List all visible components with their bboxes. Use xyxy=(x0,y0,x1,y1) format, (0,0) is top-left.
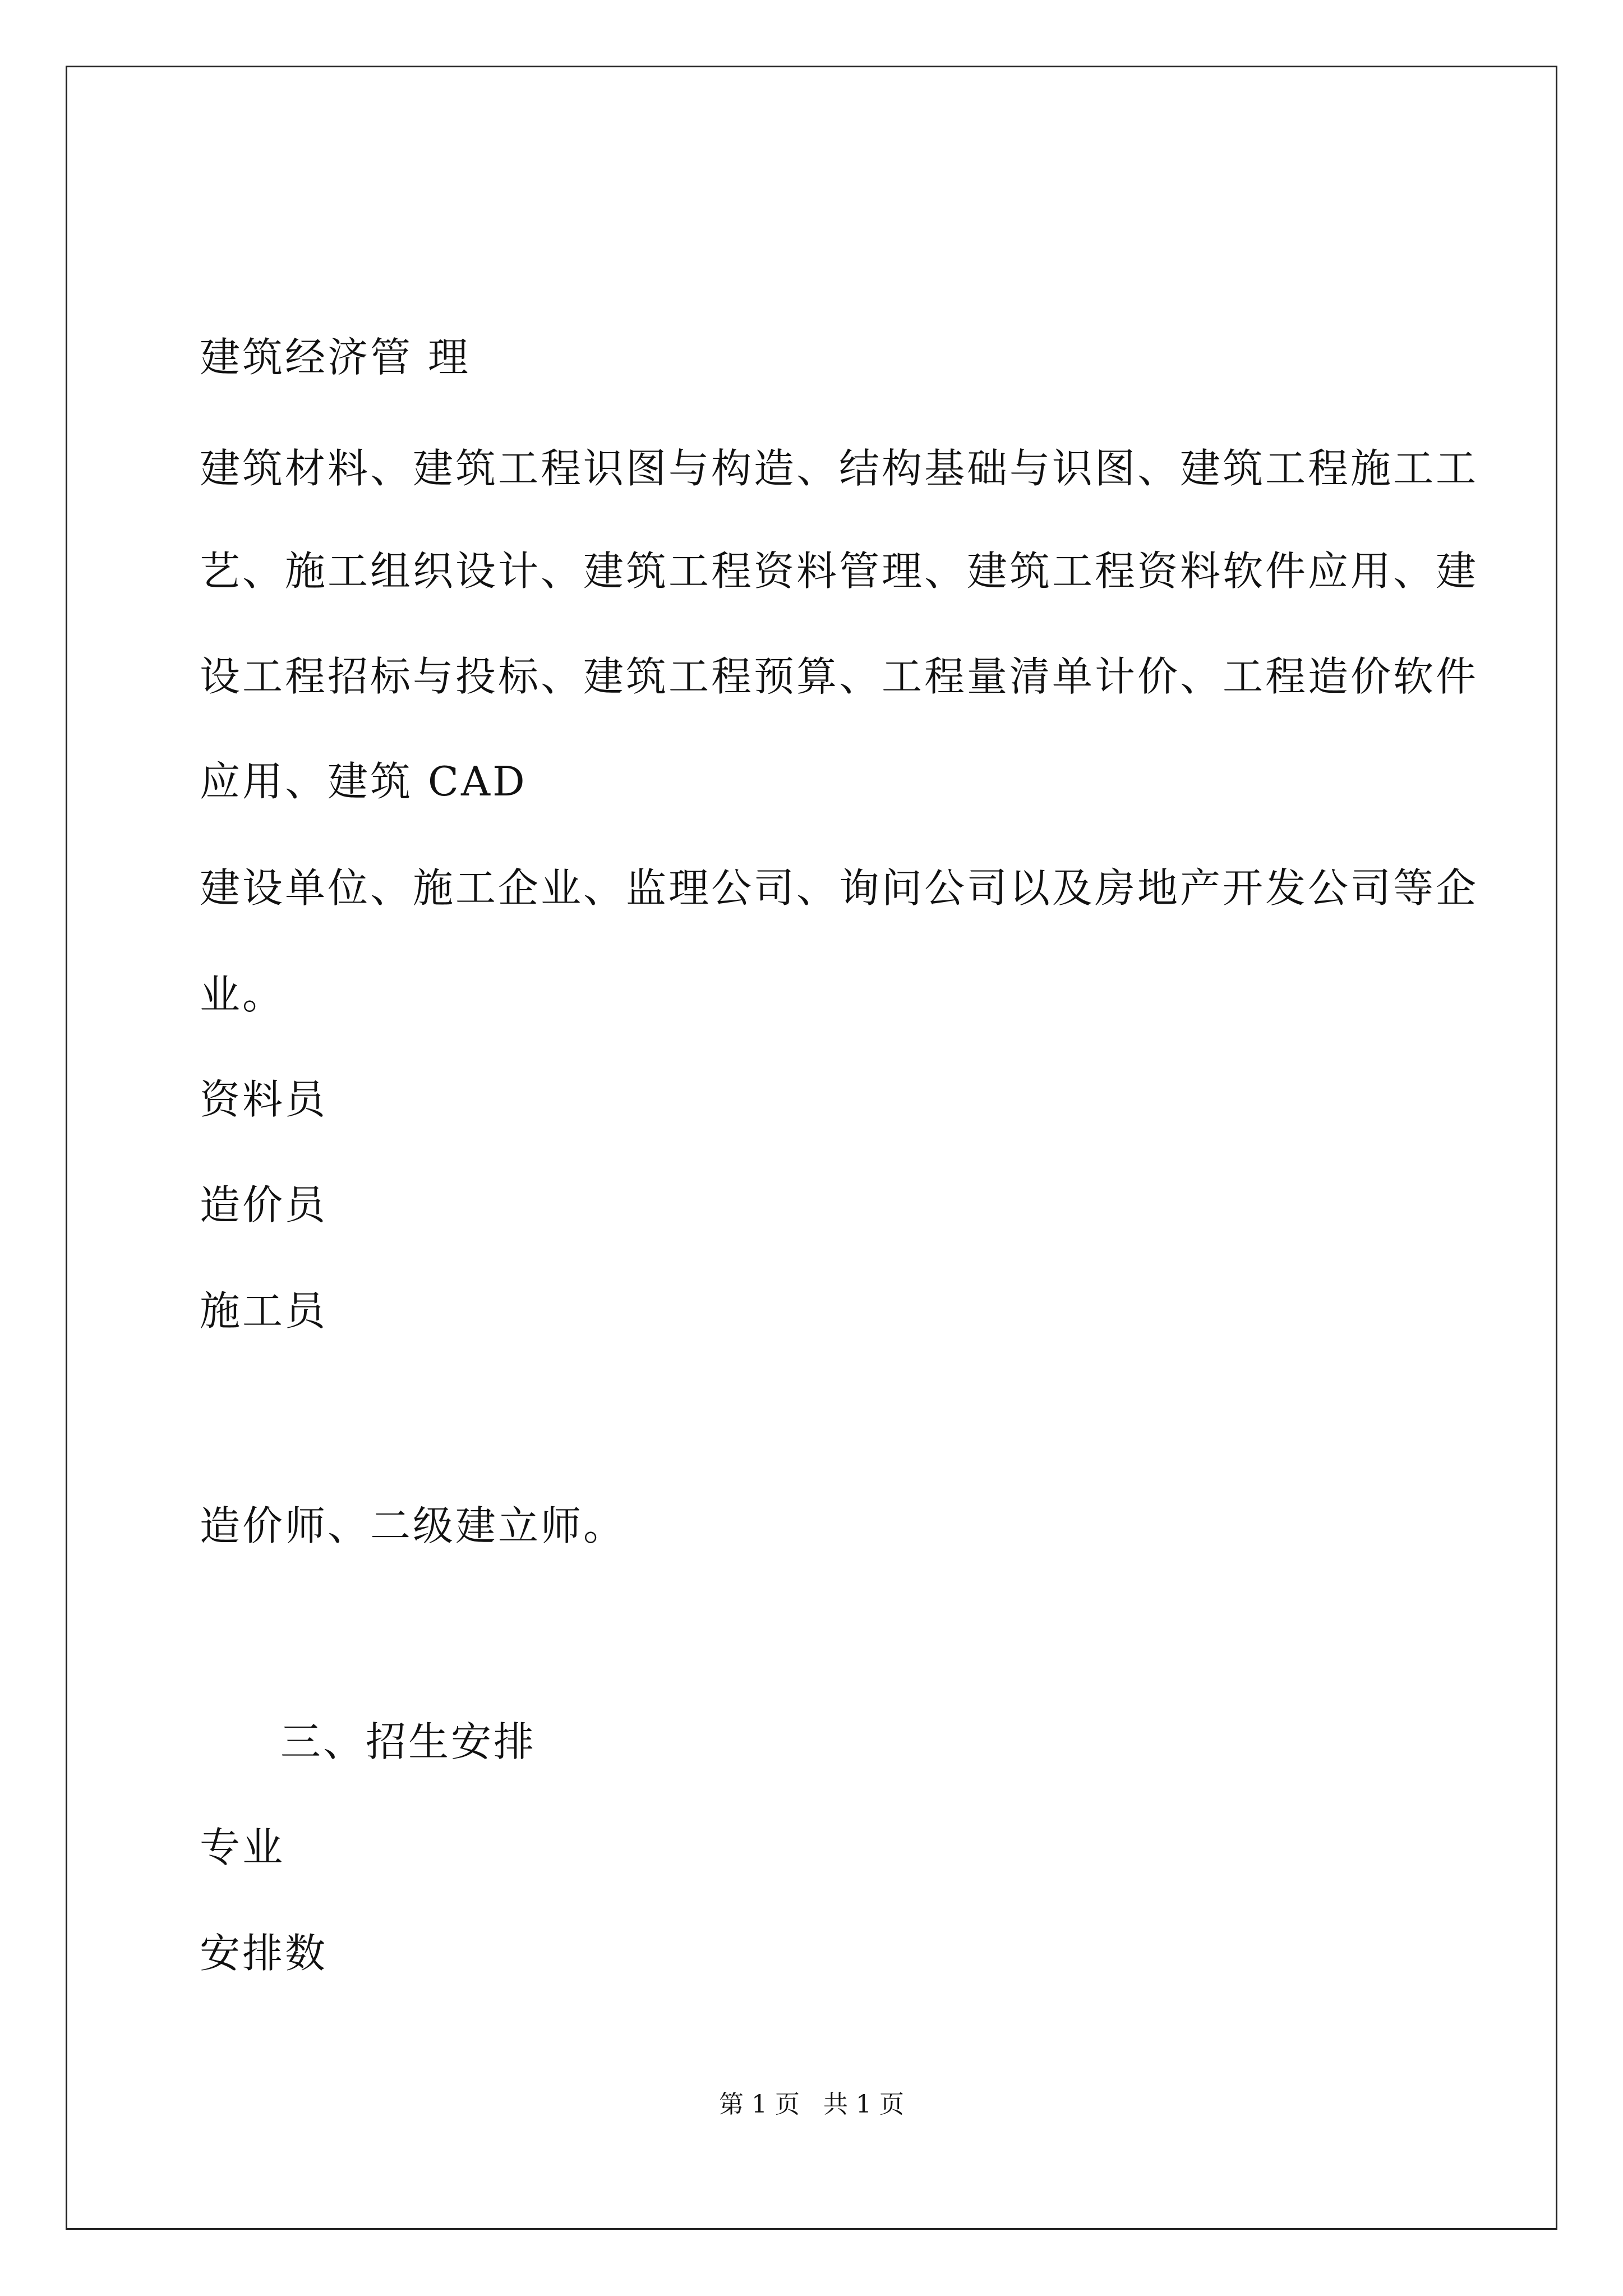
courses-line-2: 艺、施工组织设计、建筑工程资料管理、建筑工程资料软件应用、建 xyxy=(200,547,1479,595)
section-heading-enrollment: 三、招生安排 xyxy=(280,1718,537,1765)
label-plan-count: 安排数 xyxy=(200,1930,328,1977)
employers-line-2: 业。 xyxy=(200,971,285,1018)
major-title: 建筑经济管 理 xyxy=(200,334,471,381)
certificates-line: 造价师、二级建立师。 xyxy=(200,1502,626,1549)
label-major: 专业 xyxy=(200,1824,285,1871)
page-footer: 第 1 页 共 1 页 xyxy=(719,2090,904,2119)
courses-line-3: 设工程招标与投标、建筑工程预算、工程量清单计价、工程造价软件 xyxy=(200,653,1479,700)
job-cost-estimator: 造价员 xyxy=(200,1181,328,1228)
job-construction-worker: 施工员 xyxy=(200,1287,328,1335)
job-data-clerk: 资料员 xyxy=(200,1076,328,1123)
courses-line-4: 应用、建筑 CAD xyxy=(200,758,527,805)
employers-line-1: 建设单位、施工企业、监理公司、询问公司以及房地产开发公司等企 xyxy=(200,864,1479,912)
page-border xyxy=(66,66,1557,2230)
courses-line-1: 建筑材料、建筑工程识图与构造、结构基础与识图、建筑工程施工工 xyxy=(200,445,1479,492)
